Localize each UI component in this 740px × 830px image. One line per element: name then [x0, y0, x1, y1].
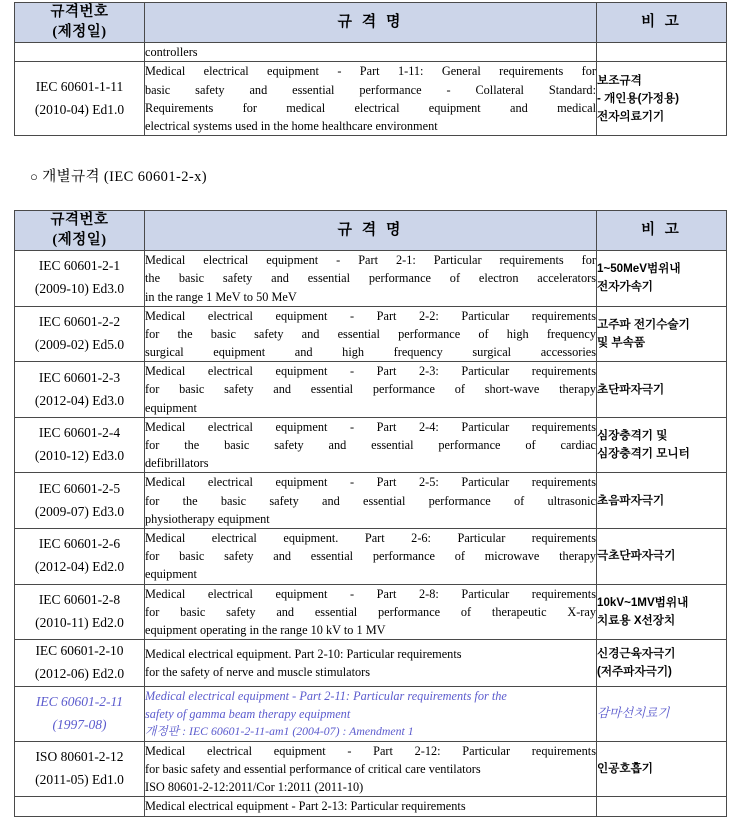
standard-name-line: safety of gamma beam therapy equipment: [145, 707, 351, 722]
standard-number: IEC 60601-2-11: [35, 693, 124, 709]
table-row: [15, 741, 727, 797]
standard-name-line: equipment operating in the range 10 kV to 1 MV: [145, 622, 386, 637]
standard-name-line: Medical electrical equipment - Part 2-12: Particular requirements: [145, 743, 596, 758]
standard-name-line: defibrillators: [145, 456, 209, 471]
remark-line: 보조규격: [597, 73, 642, 87]
remark-line: (저주파자극기): [597, 665, 672, 678]
cell-standard-name: [145, 686, 597, 741]
header-number-line1: 규격번호: [50, 4, 109, 20]
cell-remark: [597, 640, 727, 687]
individual-table-body: [15, 251, 727, 816]
standard-name-line: the basic safety and essential performance of electron accelerators: [145, 271, 596, 286]
standard-name-line: Medical electrical equipment - Part 1-11: General requirements for: [145, 64, 596, 79]
cell-standard-number: [15, 584, 145, 640]
section-heading-text: 개별규격 (IEC 60601-2-x): [42, 169, 207, 185]
header-number-line2: (제정일): [52, 23, 107, 40]
table-row: [15, 251, 727, 307]
table-row: [15, 62, 727, 136]
table-row: [15, 417, 727, 473]
table-header: [15, 3, 727, 43]
cell-remark: [597, 417, 727, 473]
standard-date: (2010-04) Ed1.0: [34, 101, 125, 117]
header-number-line1: 규격번호: [50, 212, 109, 228]
section-heading: [30, 170, 207, 185]
standard-name-line: for basic safety and essential performance of microwave therapy: [145, 549, 596, 564]
table-row: [15, 43, 727, 62]
remark-line: 신경근육자극기: [597, 647, 676, 661]
cell-standard-name: [145, 306, 597, 362]
standard-date: (2009-02) Ed5.0: [34, 336, 125, 352]
column-header-standard-number: [15, 3, 145, 43]
standard-name-line: Medical electrical equipment - Part 2-3: Particular requirements: [145, 364, 596, 379]
remark-line: 극초단파자극기: [597, 549, 676, 563]
standard-number: ISO 80601-2-12: [35, 749, 124, 765]
remark-line: 1~50MeV범위내: [597, 262, 681, 276]
remark-line: 및 부속품: [597, 335, 646, 349]
circle-bullet-icon: ○: [30, 169, 39, 184]
header-row: [15, 3, 727, 43]
standard-name-line: electrical systems used in the home healthcare environment: [145, 118, 438, 133]
standard-name-line: equipment: [145, 400, 197, 415]
header-number-line2: (제정일): [52, 231, 107, 248]
continued-table-body: [15, 43, 727, 136]
cell-standard-name: [145, 528, 597, 584]
cell-remark: [597, 62, 727, 136]
cell-remark: [597, 473, 727, 529]
standard-name-line: Medical electrical equipment - Part 2-11: Particular requirements for the: [145, 688, 507, 703]
standard-date: (2012-04) Ed3.0: [34, 392, 125, 408]
standard-name-line: Medical electrical equipment. Part 2-10: Particular requirements: [145, 646, 462, 661]
standard-name-line: physiotherapy equipment: [145, 511, 270, 526]
standard-name-line: controllers: [145, 45, 198, 60]
remark-line: 치료용 X선장치: [597, 613, 676, 627]
individual-standards-table-wrapper: [0, 210, 740, 830]
standard-date: (2012-04) Ed2.0: [34, 559, 125, 575]
standard-number: IEC 60601-2-1: [38, 258, 121, 274]
cell-standard-number: [15, 528, 145, 584]
remark-line: 고주파 전기수술기: [597, 318, 690, 331]
continued-standards-table: [14, 2, 727, 136]
remark-line: 10kV~1MV범위내: [597, 595, 689, 609]
cell-remark: [597, 528, 727, 584]
cell-remark: [597, 741, 727, 797]
cell-remark: [597, 43, 727, 62]
standard-date: (2012-06) Ed2.0: [34, 666, 125, 681]
cell-standard-number: [15, 251, 145, 307]
standard-number: IEC 60601-2-8: [38, 591, 121, 607]
standard-name-line: for the safety of nerve and muscle stimulators: [145, 665, 371, 679]
cell-remark: [597, 797, 727, 816]
standard-date: (2010-11) Ed2.0: [35, 614, 124, 630]
standard-date: (2009-10) Ed3.0: [34, 281, 125, 297]
table-row-partial: [15, 797, 727, 816]
cell-standard-number: [15, 306, 145, 362]
cell-standard-number: [15, 473, 145, 529]
standard-name-line: equipment: [145, 567, 197, 582]
column-header-standard-name: 규 격 명: [145, 211, 597, 251]
table-row: [15, 640, 727, 687]
standard-name-line: Medical electrical equipment. Part 2-6: Particular requirements: [145, 530, 596, 545]
cell-standard-number: [15, 686, 145, 741]
standard-name-line: for basic safety and essential performance of short-wave therapy: [145, 382, 596, 397]
table-row: [15, 584, 727, 640]
standard-name-line: for basic safety and essential performance of critical care ventilators: [145, 761, 481, 776]
standard-name-line: ISO 80601-2-12:2011/Cor 1:2011 (2011-10): [145, 780, 364, 795]
remark-line: - 개인용(가정용): [597, 91, 680, 105]
cell-remark: [597, 686, 727, 741]
standard-name-line: for the basic safety and essential performance of cardiac: [145, 438, 596, 452]
standard-number: IEC 60601-2-10: [35, 643, 124, 659]
remark-line: 심장충격기 모니터: [597, 447, 690, 461]
cell-standard-number: [15, 43, 145, 62]
column-header-remark: 비 고: [597, 3, 727, 43]
remark-line: 심장충격기 및: [597, 429, 668, 443]
cell-standard-name: [145, 584, 597, 640]
standard-name-line: Medical electrical equipment - Part 2-4: Particular requirements: [145, 419, 596, 434]
standard-number: IEC 60601-2-4: [38, 425, 121, 441]
standard-date: (2011-05) Ed1.0: [35, 772, 124, 788]
column-header-remark: 비 고: [597, 211, 727, 251]
table-row: [15, 473, 727, 529]
cell-standard-number: [15, 362, 145, 418]
table-header: [15, 211, 727, 251]
cell-standard-name: [145, 473, 597, 529]
standard-name-line: Requirements for medical electrical equipment and medical: [145, 100, 596, 115]
cell-standard-number: [15, 640, 145, 687]
amendment-note: 개정판 : IEC 60601-2-11-am1 (2004-07) : Amendment 1: [145, 724, 414, 739]
cell-remark: [597, 306, 727, 362]
cell-remark: [597, 584, 727, 640]
standard-number: IEC 60601-1-11: [35, 78, 124, 94]
header-row: [15, 211, 727, 251]
cell-standard-number: [15, 417, 145, 473]
table-row: [15, 362, 727, 418]
cell-standard-name: [145, 43, 597, 62]
standard-date: (1997-08): [52, 716, 107, 732]
standard-name-line: Medical electrical equipment - Part 2-13: Particular requirements: [145, 799, 466, 814]
standard-name-line: Medical electrical equipment - Part 2-5: Particular requirements: [145, 475, 596, 490]
cell-remark: [597, 362, 727, 418]
cell-standard-name: [145, 640, 597, 687]
standard-date: (2009-07) Ed3.0: [34, 503, 125, 519]
cell-standard-name: [145, 62, 597, 136]
remark-line: 초음파자극기: [597, 493, 665, 507]
standard-number: IEC 60601-2-5: [38, 480, 121, 496]
table-row: [15, 306, 727, 362]
standard-name-line: Medical electrical equipment - Part 2-8: Particular requirements: [145, 586, 596, 601]
cell-standard-name: [145, 741, 597, 797]
standard-name-line: basic safety and essential performance - Collateral Standard:: [145, 82, 596, 97]
cell-standard-name: [145, 362, 597, 418]
column-header-standard-number: [15, 211, 145, 251]
standard-name-line: in the range 1 MeV to 50 MeV: [145, 289, 297, 304]
individual-standards-table: [14, 210, 727, 817]
standard-name-line: Medical electrical equipment - Part 2-1: Particular requirements for: [145, 253, 596, 268]
remark-line: 감마선치료기: [597, 706, 670, 721]
continued-table-wrapper: [0, 2, 727, 136]
standard-number: IEC 60601-2-2: [38, 314, 121, 330]
column-header-standard-name: 규 격 명: [145, 3, 597, 43]
standard-name-line: for basic safety and essential performance of therapeutic X-ray: [145, 604, 596, 619]
remark-line: 전자의료기기: [597, 109, 665, 123]
standard-name-line: for the basic safety and essential performance of high frequency: [145, 326, 596, 341]
cell-standard-number: [15, 797, 145, 816]
cell-standard-number: [15, 741, 145, 797]
standard-name-line: Medical electrical equipment - Part 2-2: Particular requirements: [145, 308, 596, 323]
standard-number: IEC 60601-2-3: [38, 369, 121, 385]
standard-date: (2010-12) Ed3.0: [34, 448, 125, 464]
standard-number: IEC 60601-2-6: [38, 536, 121, 552]
remark-line: 초단파자극기: [597, 382, 665, 396]
remark-line: 전자가속기: [597, 280, 653, 294]
table-row-revised: [15, 686, 727, 741]
table-row: [15, 528, 727, 584]
cell-standard-name: [145, 251, 597, 307]
remark-line: 인공호흡기: [597, 762, 653, 776]
cell-standard-name: [145, 797, 597, 816]
standard-name-line: for the basic safety and essential performance of ultrasonic: [145, 493, 596, 508]
standard-name-line: surgical equipment and high frequency surgical accessories: [145, 345, 596, 360]
cell-remark: [597, 251, 727, 307]
cell-standard-name: [145, 417, 597, 473]
cell-standard-number: [15, 62, 145, 136]
